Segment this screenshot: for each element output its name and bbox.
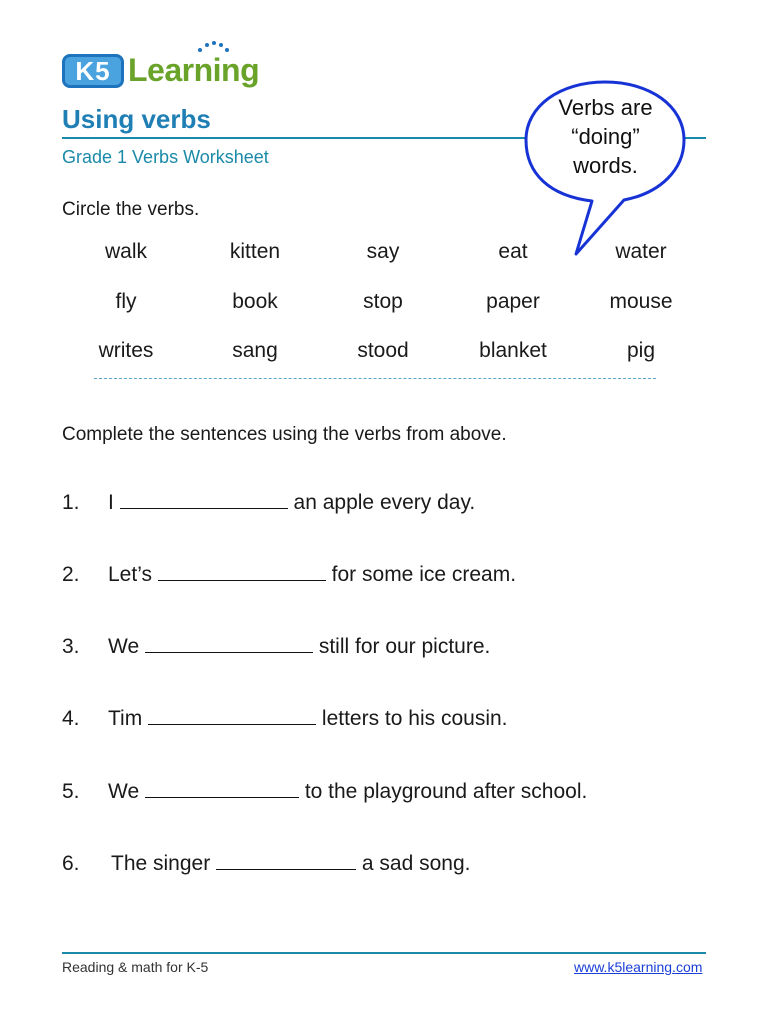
complete-instruction: Complete the sentences using the verbs from above. [62, 424, 507, 445]
footer-website-link[interactable]: www.k5learning.com [574, 959, 703, 975]
bubble-line-2: “doing” [571, 124, 640, 149]
sentence-after: letters to his cousin. [321, 707, 508, 730]
sentence-after: a sad song. [361, 852, 471, 875]
sentence-before: Tim [108, 707, 143, 730]
sentence-1 [62, 490, 475, 515]
sentence-2 [62, 562, 516, 587]
word-cell[interactable]: kitten [229, 240, 281, 263]
sentence-number: 6. [62, 852, 80, 875]
page-title: Using verbs [62, 104, 211, 134]
footer-tagline: Reading & math for K-5 [62, 959, 209, 975]
word-cell[interactable]: eat [498, 240, 528, 263]
bubble-text [533, 93, 678, 180]
section-divider [94, 378, 656, 379]
word-cell[interactable]: stood [357, 339, 409, 362]
k5-learning-logo [62, 50, 262, 95]
answer-blank[interactable] [120, 490, 288, 509]
sentence-before: I [108, 491, 114, 514]
sentence-6 [62, 851, 471, 876]
word-cell[interactable]: blanket [479, 339, 547, 362]
stars-icon [196, 40, 230, 54]
word-cell[interactable]: stop [363, 290, 403, 313]
word-cell[interactable]: mouse [609, 290, 673, 313]
sentence-before: Let’s [108, 563, 152, 586]
k5-logo-box: K5 [62, 54, 124, 88]
sentence-number: 5. [62, 780, 80, 803]
footer-rule [62, 952, 706, 954]
sentence-3 [62, 634, 490, 659]
circle-instruction: Circle the verbs. [62, 199, 200, 220]
bubble-line-1: Verbs are [558, 95, 653, 120]
sentence-number: 1. [62, 491, 80, 514]
word-cell[interactable]: writes [98, 339, 154, 362]
sentence-before: We [108, 635, 140, 658]
bubble-line-3: words. [573, 153, 638, 178]
sentence-before: The singer [111, 852, 211, 875]
answer-blank[interactable] [216, 851, 356, 870]
sentence-5 [62, 779, 587, 804]
sentence-number: 4. [62, 707, 80, 730]
word-cell[interactable]: pig [626, 339, 656, 362]
word-cell[interactable]: sang [232, 339, 278, 362]
sentence-number: 2. [62, 563, 80, 586]
sentence-after: still for our picture. [318, 635, 491, 658]
sentence-4 [62, 706, 508, 731]
sentence-number: 3. [62, 635, 80, 658]
sentence-after: an apple every day. [293, 491, 476, 514]
word-cell[interactable]: water [615, 240, 667, 263]
answer-blank[interactable] [148, 706, 316, 725]
answer-blank[interactable] [145, 779, 299, 798]
sentence-after: for some ice cream. [331, 563, 517, 586]
answer-blank[interactable] [145, 634, 313, 653]
logo-wordmark: Learning [128, 52, 260, 88]
word-cell[interactable]: say [366, 240, 400, 263]
word-cell[interactable]: fly [115, 290, 137, 313]
sentence-before: We [108, 780, 140, 803]
page-subtitle: Grade 1 Verbs Worksheet [62, 147, 269, 167]
answer-blank[interactable] [158, 562, 326, 581]
word-cell[interactable]: walk [104, 240, 147, 263]
word-cell[interactable]: book [232, 290, 278, 313]
sentence-after: to the playground after school. [304, 780, 588, 803]
word-cell[interactable]: paper [486, 290, 540, 313]
